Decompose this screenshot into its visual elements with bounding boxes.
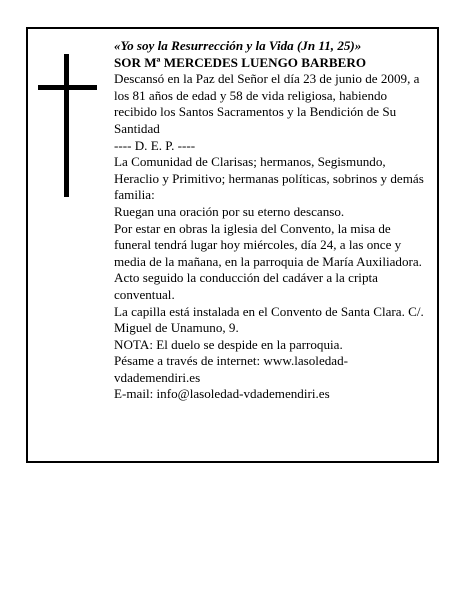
bible-quote: «Yo soy la Resurrección y la Vida (Jn 11, 25)»	[114, 38, 362, 53]
prayer-request: Ruegan una oración por su eterno descanso.	[114, 203, 345, 219]
obituary-text	[114, 38, 426, 403]
funeral-details: Por estar en obras la iglesia del Convento, la misa de funeral tendrá lugar hoy miércoles, día 24, a las once y media de la mañana, en la parroquia de María Auxiliadora. Acto seguido la conducción del cadáver a la cripta conventual.	[114, 220, 422, 302]
deceased-name: SOR Mª MERCEDES LUENGO BARBERO	[114, 54, 367, 70]
death-announcement: Descansó en la Paz del Señor el día 23 de junio de 2009, a los 81 años de edad y 58 de vida religiosa, habiendo recibido los Santos Sacramentos y la Bendición de Su Santidad	[114, 71, 420, 136]
condolence-web: Pésame a través de internet: www.lasoledad-vdademendiri.es	[114, 353, 349, 385]
note-line: NOTA: El duelo se despide en la parroquia.	[114, 336, 343, 352]
chapel-location: La capilla está instalada en el Convento de Santa Clara. C/. Miguel de Unamuno, 9.	[114, 303, 424, 336]
family-line: La Comunidad de Clarisas; hermanos, Segismundo, Heraclio y Primitivo; hermanas políticas, sobrinos y demás familia:	[114, 154, 424, 203]
rip-line: ---- D. E. P. ----	[114, 137, 196, 153]
cross-icon-crossbar	[38, 85, 97, 90]
cross-icon	[64, 54, 69, 197]
contact-email: E-mail: info@lasoledad-vdademendiri.es	[114, 386, 330, 402]
